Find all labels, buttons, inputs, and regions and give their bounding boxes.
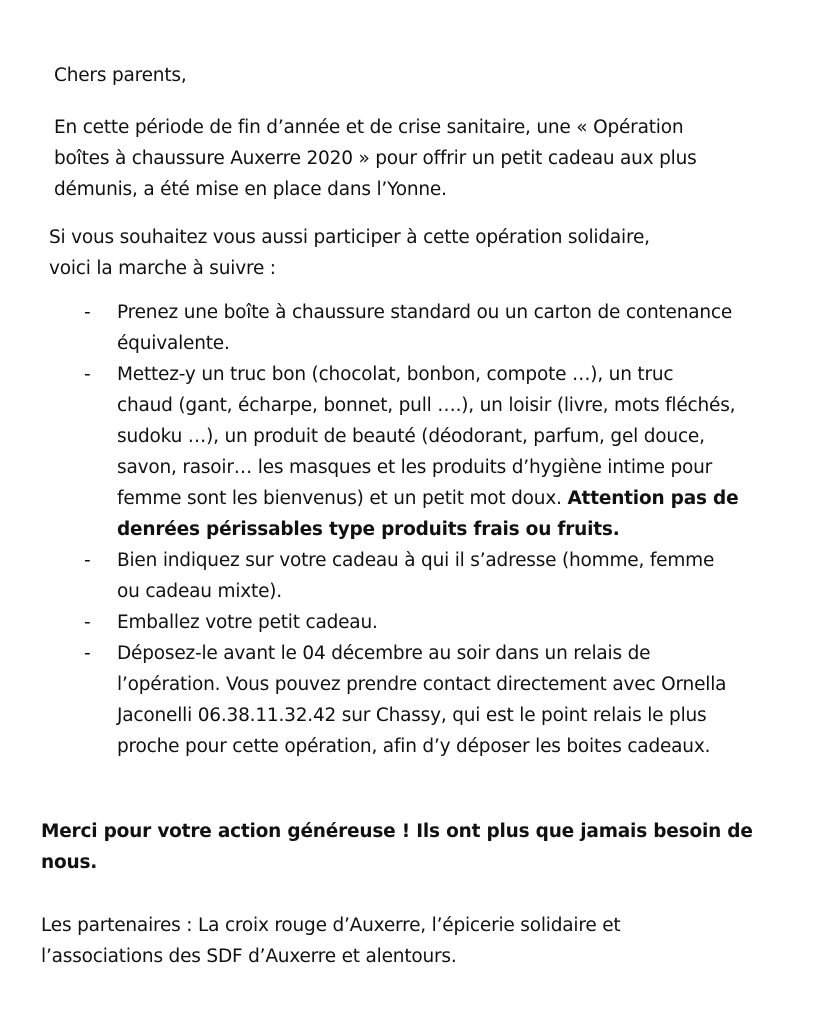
step-item — [80, 607, 738, 638]
step-line: Prenez une boîte à chaussure standard ou un carton de contenance — [117, 302, 733, 323]
bullet-dash: - — [84, 612, 91, 633]
step-line: Déposez-le avant le 04 décembre au soir dans un relais de — [117, 643, 651, 664]
step-text: femme sont les bienvenus) et un petit mot doux. — [117, 488, 568, 509]
howto-line: voici la marche à suivre : — [49, 258, 276, 279]
partners-line: l’associations des SDF d’Auxerre et alentours. — [41, 946, 457, 967]
howto-paragraph — [49, 222, 650, 284]
step-line — [117, 483, 738, 514]
thanks-message — [41, 816, 753, 878]
step-line: Emballez votre petit cadeau. — [117, 612, 378, 633]
step-line: Jaconelli 06.38.11.32.42 sur Chassy, qui est le point relais le plus — [117, 705, 707, 726]
step-line: ou cadeau mixte). — [117, 581, 282, 602]
greeting: Chers parents, — [54, 65, 187, 86]
thanks-line: Merci pour votre action généreuse ! Ils ont plus que jamais besoin de — [41, 821, 753, 842]
intro-line: En cette période de fin d’année et de crise sanitaire, une « Opération — [54, 117, 684, 138]
thanks-line: nous. — [41, 852, 98, 873]
bullet-dash: - — [84, 550, 91, 571]
step-line: savon, rasoir… les masques et les produits d’hygiène intime pour — [117, 457, 713, 478]
step-item — [80, 297, 738, 359]
step-line: Mettez-y un truc bon (chocolat, bonbon, compote …), un truc — [117, 364, 674, 385]
bullet-dash: - — [84, 302, 91, 323]
step-line: sudoku …), un produit de beauté (déodorant, parfum, gel douce, — [117, 426, 705, 447]
warning-text: denrées périssables type produits frais ou fruits. — [117, 519, 620, 540]
step-line: chaud (gant, écharpe, bonnet, pull ….), un loisir (livre, mots fléchés, — [117, 395, 736, 416]
bullet-dash: - — [84, 643, 91, 664]
step-line: proche pour cette opération, afin d’y déposer les boites cadeaux. — [117, 736, 711, 757]
step-item — [80, 359, 738, 545]
warning-text: Attention pas de — [567, 488, 739, 509]
intro-paragraph — [54, 112, 697, 205]
step-line: Bien indiquez sur votre cadeau à qui il s’adresse (homme, femme — [117, 550, 715, 571]
intro-line: démunis, a été mise en place dans l’Yonne. — [54, 179, 447, 200]
bullet-dash: - — [84, 364, 91, 385]
intro-line: boîtes à chaussure Auxerre 2020 » pour offrir un petit cadeau aux plus — [54, 148, 697, 169]
partners-paragraph — [41, 910, 620, 972]
partners-line: Les partenaires : La croix rouge d’Auxerre, l’épicerie solidaire et — [41, 915, 621, 936]
step-line: l’opération. Vous pouvez prendre contact directement avec Ornella — [117, 674, 727, 695]
step-item — [80, 545, 738, 607]
step-line: équivalente. — [117, 333, 230, 354]
step-item — [80, 638, 738, 762]
howto-line: Si vous souhaitez vous aussi participer à cette opération solidaire, — [49, 227, 650, 248]
steps-list — [80, 297, 738, 762]
